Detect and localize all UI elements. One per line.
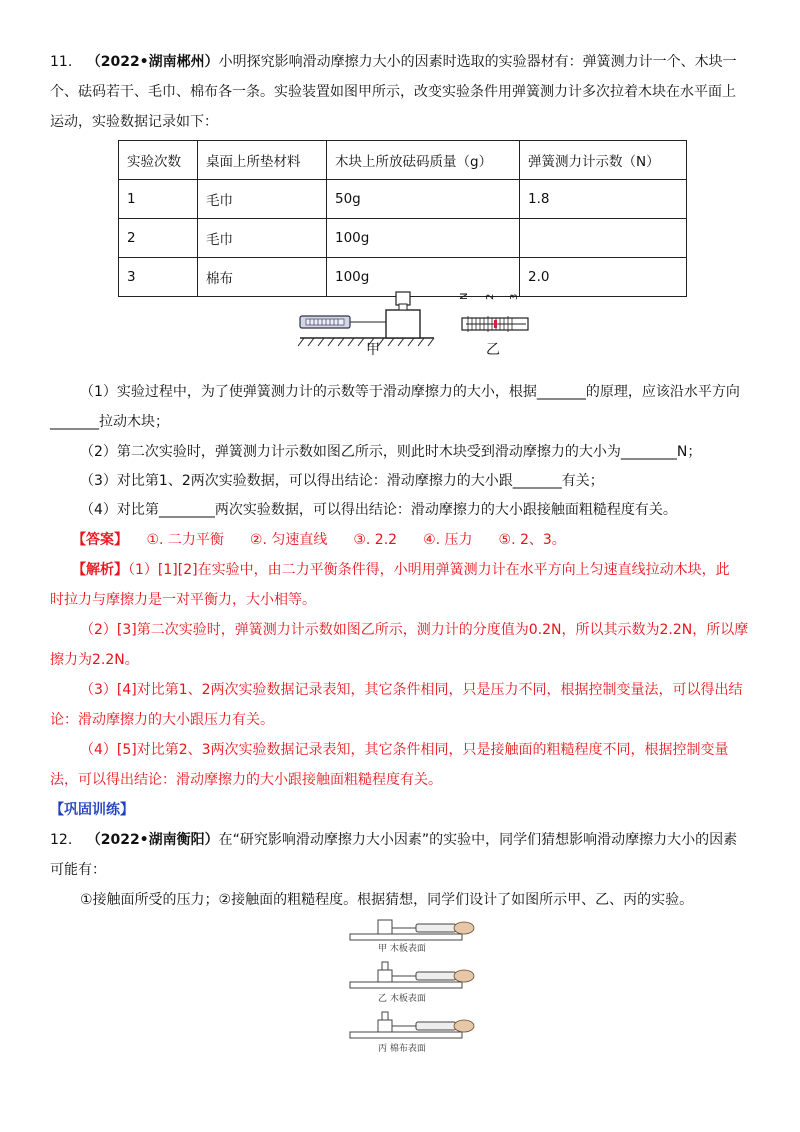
- answer-line: [72, 530, 592, 550]
- question-text: 在“研究影响滑动摩擦力大小因素”的实验中，同学们猜想影响滑动摩擦力大小的因素: [218, 832, 738, 848]
- sub-question-1-line-2: _______拉动木块；: [50, 414, 169, 430]
- table-row: [119, 219, 687, 258]
- question-source-tag: （2022•湖南衡阳）: [86, 832, 219, 848]
- question-source-tag: （2022•湖南郴州）: [86, 54, 219, 70]
- table-header-row: [119, 141, 687, 180]
- analysis-line-3: （2）[3]第二次实验时，弹簧测力计示数如图乙所示，测力计的分度值为0.2N，所以其示数为2.2N，所以摩: [80, 622, 749, 638]
- answer-item: ①. 二力平衡: [146, 532, 224, 548]
- figure-setup-bing: [346, 1010, 486, 1044]
- analysis-line-6: 论：滑动摩擦力的大小跟压力有关。: [50, 712, 274, 728]
- table-cell: 毛巾: [198, 219, 327, 258]
- sub-question-1-line-1: （1）实验过程中，为了使弹簧测力计的示数等于滑动摩擦力的大小，根据_______的原理，应该沿水平方向: [80, 384, 740, 400]
- scale-mark: 3: [509, 293, 520, 300]
- table-cell: 毛巾: [198, 180, 327, 219]
- question-12-line-3: ①接触面所受的压力；②接触面的粗糙程度。根据猜想，同学们设计了如图所示甲、乙、丙的实验。: [80, 892, 694, 908]
- figure-caption: 丙 棉布表面: [378, 1044, 426, 1054]
- analysis-line-5: （3）[4]对比第1、2两次实验数据记录表知，其它条件相同，只是压力不同，根据控制变量法，可以得出结: [80, 682, 743, 698]
- question-number: 12.: [50, 832, 73, 848]
- answer-item: ④. 压力: [423, 532, 473, 548]
- figure-label-yi: 乙: [486, 342, 500, 358]
- section-heading: 【巩固训练】: [50, 802, 134, 818]
- table-cell: 100g: [327, 258, 520, 297]
- question-text: 小明探究影响滑动摩擦力大小的因素时选取的实验器材有：弹簧测力计一个、木块一: [218, 54, 737, 70]
- sub-question-3: （3）对比第1、2两次实验数据，可以得出结论：滑动摩擦力的大小跟_______有关；: [80, 473, 604, 489]
- table-header-cell: 实验次数: [119, 141, 198, 180]
- answer-item: ⑤. 2、3。: [498, 532, 566, 548]
- question-12-line-1: [50, 830, 737, 850]
- table-cell: 1: [119, 180, 198, 219]
- scale-mark: 2: [485, 293, 496, 300]
- answer-item: ③. 2.2: [353, 532, 398, 548]
- analysis-line-8: 法，可以得出结论：滑动摩擦力的大小跟接触面粗糙程度有关。: [50, 772, 442, 788]
- analysis-line-1: [72, 560, 730, 580]
- table-cell: 2: [119, 219, 198, 258]
- question-11-line-3: 运动，实验数据记录如下：: [50, 114, 218, 130]
- analysis-text: （1）[1][2]在实验中，由二力平衡条件得，小明用弹簧测力计在水平方向上匀速直线拉动木块，此: [128, 562, 730, 578]
- analysis-line-7: （4）[5]对比第2、3两次实验数据记录表知，其它条件相同，只是接触面的粗糙程度不同，根据控制变量: [80, 742, 729, 758]
- table-row: [119, 180, 687, 219]
- scale-mark: N: [459, 292, 470, 300]
- analysis-tag: 【解析】: [72, 562, 128, 578]
- table-cell: 2.0: [520, 258, 687, 297]
- sub-question-4: （4）对比第________两次实验数据，可以得出结论：滑动摩擦力的大小跟接触面粗糙程度有关。: [80, 502, 677, 518]
- question-number: 11.: [50, 54, 73, 70]
- figure-setup-jia: [346, 914, 486, 946]
- question-12-line-2: 可能有：: [50, 862, 106, 878]
- answer-item: ②. 匀速直线: [249, 532, 328, 548]
- table-cell: 1.8: [520, 180, 687, 219]
- analysis-line-4: 擦力为2.2N。: [50, 652, 139, 668]
- figure-caption: 乙 木板表面: [378, 994, 426, 1004]
- table-cell: [520, 219, 687, 258]
- table-cell: 50g: [327, 180, 520, 219]
- question-11-line-1: [50, 52, 737, 72]
- question-11-line-2: 个、砝码若干、毛巾、棉布各一条。实验装置如图甲所示，改变实验条件用弹簧测力计多次拉着木块在水平面上: [50, 84, 736, 100]
- figure-label-jia: 甲: [366, 342, 380, 358]
- table-header-cell: 弹簧测力计示数（N）: [520, 141, 687, 180]
- analysis-line-2: 时拉力与摩擦力是一对平衡力，大小相等。: [50, 592, 316, 608]
- experiment-data-table: [118, 140, 687, 297]
- table-cell: 棉布: [198, 258, 327, 297]
- figure-caption: 甲 木板表面: [378, 944, 426, 954]
- answer-tag: 【答案】: [72, 532, 128, 548]
- sub-question-2: （2）第二次实验时，弹簧测力计示数如图乙所示，则此时木块受到滑动摩擦力的大小为________N；: [80, 444, 702, 460]
- table-header-cell: 桌面上所垫材料: [198, 141, 327, 180]
- table-cell: 3: [119, 258, 198, 297]
- table-cell: 100g: [327, 219, 520, 258]
- table-header-cell: 木块上所放砝码质量（g）: [327, 141, 520, 180]
- figure-setup-yi: [346, 960, 486, 994]
